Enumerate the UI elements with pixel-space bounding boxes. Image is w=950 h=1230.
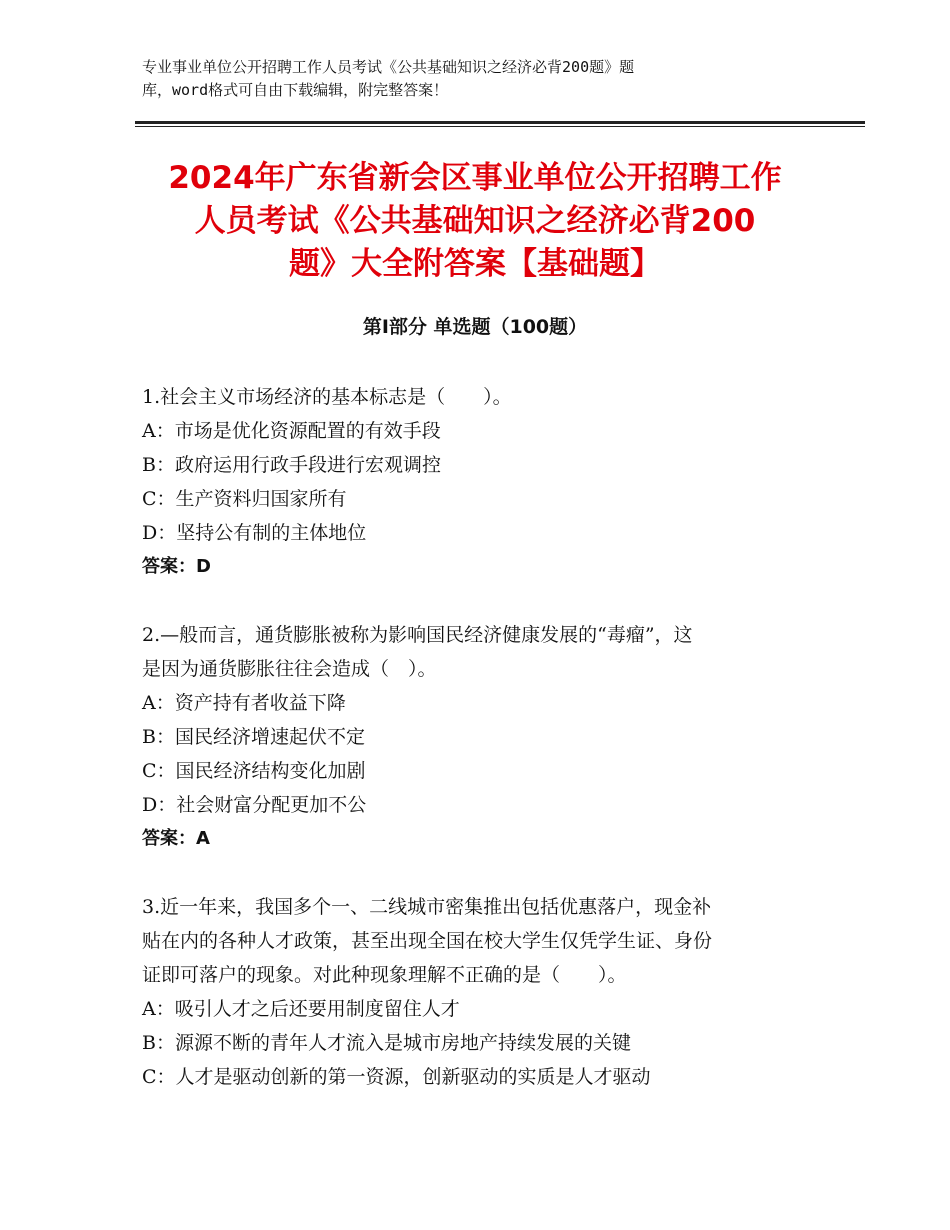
option-a: A：市场是优化资源配置的有效手段: [142, 420, 441, 442]
option-b: B：源源不断的青年人才流入是城市房地产持续发展的关键: [142, 1032, 631, 1054]
option-c: C：国民经济结构变化加剧: [142, 760, 366, 782]
question-3: [142, 890, 802, 1094]
question-list: [142, 380, 802, 1128]
header-note-line-2: 库，word格式可自由下载编辑，附完整答案！: [142, 81, 449, 99]
question-text-line-2: 是因为通货膨胀往往会造成（ ）。: [142, 658, 437, 680]
question-text-line-2: 贴在内的各种人才政策，甚至出现全国在校大学生仅凭学生证、身份: [142, 930, 713, 952]
question-1: [142, 380, 802, 584]
header-note: [142, 56, 782, 102]
option-b: B：政府运用行政手段进行宏观调控: [142, 454, 441, 476]
option-a: A：资产持有者收益下降: [142, 692, 346, 714]
header-note-line-1: 专业事业单位公开招聘工作人员考试《公共基础知识之经济必背200题》题: [142, 58, 635, 76]
option-b: B：国民经济增速起伏不定: [142, 726, 365, 748]
title-line-3: 题》大全附答案【基础题】: [289, 246, 661, 282]
title-line-2: 人员考试《公共基础知识之经济必背200: [194, 203, 756, 239]
question-text-line-1: 2.—般而言，通货膨胀被称为影响国民经济健康发展的“毒瘤”，这: [142, 624, 693, 646]
option-d: D：社会财富分配更加不公: [142, 794, 367, 816]
question-text-line-1: 3.近一年来，我国多个一、二线城市密集推出包括优惠落户，现金补: [142, 896, 712, 918]
option-a: A：吸引人才之后还要用制度留住人才: [142, 998, 460, 1020]
option-d: D：坚持公有制的主体地位: [142, 522, 367, 544]
question-2: [142, 618, 802, 856]
title-line-1: 2024年广东省新会区事业单位公开招聘工作: [168, 160, 782, 196]
answer-label: 答案：D: [142, 556, 211, 577]
document-title: [120, 157, 830, 286]
question-text: 1.社会主义市场经济的基本标志是（ ）。: [142, 386, 512, 408]
answer-label: 答案：A: [142, 828, 210, 849]
option-c: C：生产资料归国家所有: [142, 488, 347, 510]
question-text-line-3: 证即可落户的现象。对此种现象理解不正确的是（ ）。: [142, 964, 627, 986]
header-divider-thin: [135, 126, 865, 127]
header-divider-thick: [135, 121, 865, 124]
section-title: 第Ⅰ部分 单选题（100题）: [362, 316, 588, 338]
option-c: C：人才是驱动创新的第一资源，创新驱动的实质是人才驱动: [142, 1066, 651, 1088]
